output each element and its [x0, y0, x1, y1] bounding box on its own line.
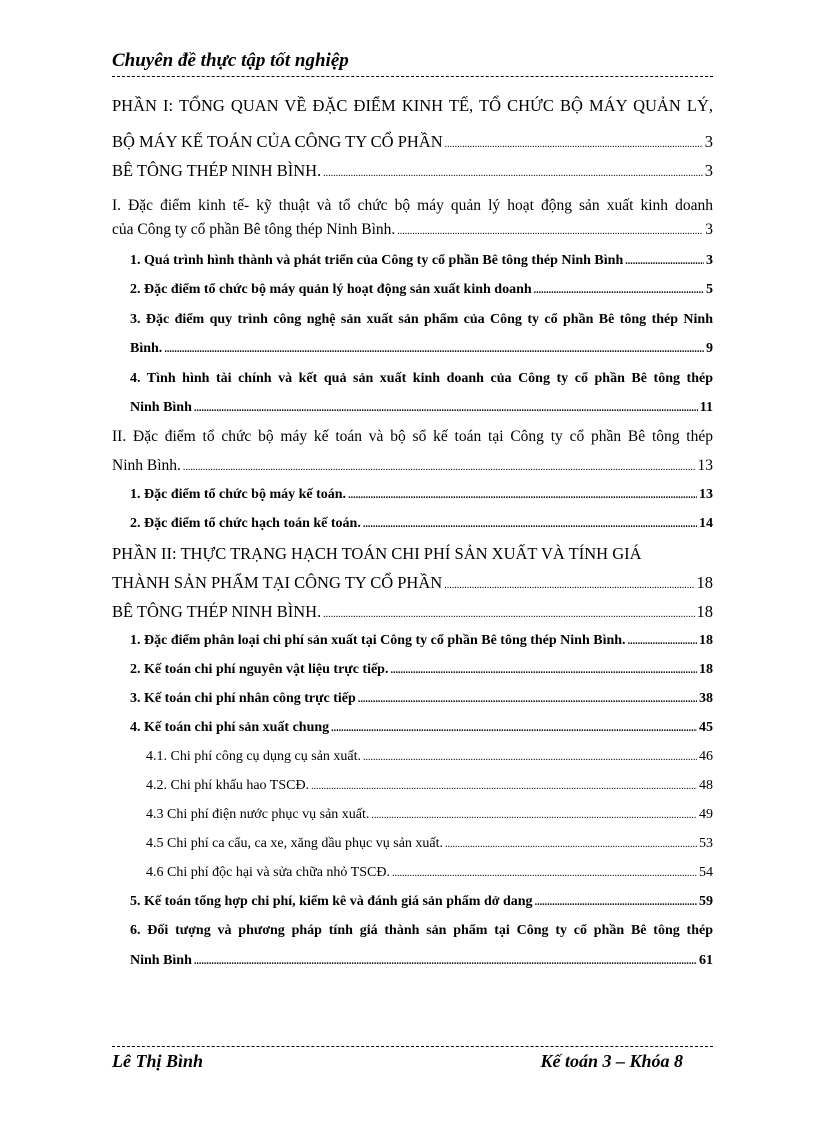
toc-entry[interactable]	[112, 544, 653, 564]
toc-entry[interactable]	[130, 892, 713, 912]
toc-entry[interactable]	[146, 747, 713, 767]
toc-leader	[311, 777, 697, 797]
toc-entry-text: 4. Tình hình tài chính và kết quả sản xuất kinh doanh của Công ty cổ phần Bê tông thép	[130, 371, 713, 386]
toc-entry[interactable]	[112, 602, 713, 622]
toc-entry-text: 3. Đặc điểm quy trình công nghệ sản xuất sản phẩm của Công ty cổ phần Bê tông thép Ninh	[130, 312, 713, 327]
toc-entry[interactable]	[130, 660, 713, 680]
toc-entry-page: 11	[699, 400, 713, 415]
toc-leader	[390, 661, 697, 681]
footer-author: Lê Thị Bình	[112, 1051, 204, 1071]
toc-entry-page: 3	[705, 221, 713, 238]
toc-leader	[363, 748, 697, 768]
toc-entry-text: 4.5 Chi phí ca cẩu, ca xe, xăng dầu phục vụ sản xuất.	[146, 836, 444, 851]
toc-leader	[183, 458, 696, 478]
toc-entry-text: 4.2. Chi phí khấu hao TSCĐ.	[146, 778, 310, 793]
toc-entry-text: PHẦN II: THỰC TRẠNG HẠCH TOÁN CHI PHÍ SẢN XUẤT VÀ TÍNH GIÁ	[112, 544, 642, 563]
toc-leader	[348, 486, 697, 506]
toc-entry-page: 54	[699, 865, 713, 880]
toc-entry-text: 1. Đặc điểm tổ chức bộ máy kế toán.	[130, 487, 347, 502]
toc-entry-text: của Công ty cổ phần Bê tông thép Ninh Bình.	[112, 221, 396, 238]
toc-entry-text: 2. Đặc điểm tổ chức bộ máy quản lý hoạt động sản xuất kinh doanh	[130, 282, 532, 297]
toc-entry-page: 59	[699, 894, 713, 909]
toc-entry[interactable]	[146, 776, 713, 796]
toc-entry-page: 3	[704, 161, 713, 180]
toc-entry-page: 18	[699, 633, 713, 648]
toc-entry[interactable]	[130, 310, 713, 330]
toc-entry-text: 5. Kế toán tổng hợp chi phí, kiểm kê và đánh giá sản phẩm dở dang	[130, 894, 533, 909]
toc-entry-page: 5	[706, 282, 713, 297]
toc-entry-page: 3	[706, 253, 713, 268]
toc-leader	[628, 632, 697, 652]
toc-leader	[445, 835, 697, 855]
toc-leader	[323, 605, 694, 625]
toc-leader	[397, 222, 703, 242]
toc-leader	[323, 164, 703, 184]
toc-leader	[358, 690, 697, 710]
toc-entry-page: 18	[699, 662, 713, 677]
toc-entry[interactable]	[130, 369, 713, 389]
toc-entry-text: BỘ MÁY KẾ TOÁN CỦA CÔNG TY CỔ PHẦN	[112, 132, 443, 151]
toc-leader	[194, 399, 698, 419]
toc-entry-text: PHẦN I: TỔNG QUAN VỀ ĐẶC ĐIỂM KINH TẾ, TỔ CHỨC BỘ MÁY QUẢN LÝ,	[112, 96, 713, 115]
toc-entry-text: 2. Kế toán chi phí nguyên vật liệu trực tiếp.	[130, 662, 389, 677]
toc-entry-text: 4. Kế toán chi phí sản xuất chung	[130, 720, 330, 735]
toc-entry-text: BÊ TÔNG THÉP NINH BÌNH.	[112, 161, 322, 180]
toc-leader	[194, 952, 697, 972]
toc-entry-text: 4.1. Chi phí công cụ dụng cụ sản xuất.	[146, 749, 362, 764]
toc-entry[interactable]	[112, 161, 713, 181]
header-title: Chuyên đề thực tập tốt nghiệp	[112, 50, 349, 71]
toc-entry-page: 13	[697, 457, 713, 474]
toc-entry[interactable]	[130, 951, 713, 971]
toc-entry-text: 1. Quá trình hình thành và phát triển của Công ty cổ phần Bê tông thép Ninh Bình	[130, 253, 624, 268]
toc-leader	[535, 893, 697, 913]
toc-leader	[363, 515, 697, 535]
toc-entry[interactable]	[130, 514, 713, 534]
toc-leader	[445, 135, 703, 155]
toc-entry[interactable]	[112, 427, 713, 447]
toc-entry[interactable]	[112, 573, 713, 593]
toc-entry[interactable]	[112, 456, 713, 476]
toc-entry[interactable]	[130, 339, 713, 359]
toc-entry-text: 6. Đối tượng và phương pháp tính giá thành sản phẩm tại Công ty cổ phần Bê tông thép	[130, 923, 713, 938]
toc-entry-text: 3. Kế toán chi phí nhân công trực tiếp	[130, 691, 356, 706]
toc-entry[interactable]	[130, 689, 713, 709]
toc-entry-text: THÀNH SẢN PHẨM TẠI CÔNG TY CỔ PHẦN	[112, 573, 443, 592]
toc-entry-page: 13	[699, 487, 713, 502]
toc-leader	[625, 252, 704, 272]
page-footer	[112, 1046, 713, 1077]
toc-entry[interactable]	[112, 220, 713, 240]
page-header	[112, 50, 713, 77]
toc-leader	[331, 719, 697, 739]
toc-leader	[444, 576, 694, 596]
toc-entry-page: 14	[699, 516, 713, 531]
toc-entry-page: 3	[704, 132, 713, 151]
toc-entry-page: 18	[696, 573, 713, 592]
toc-entry[interactable]	[146, 834, 713, 854]
toc-entry-text: 4.3 Chi phí điện nước phục vụ sản xuất.	[146, 807, 370, 822]
toc-entry[interactable]	[130, 631, 713, 651]
toc-entry[interactable]	[112, 132, 713, 152]
toc-entry-text: Ninh Bình	[130, 953, 192, 968]
toc-entry[interactable]	[146, 805, 713, 825]
toc-entry-text: II. Đặc điểm tổ chức bộ máy kế toán và bộ sổ kế toán tại Công ty cổ phần Bê tông thép	[112, 428, 713, 445]
toc-entry-text: Bình.	[130, 341, 163, 356]
toc-entry-page: 9	[706, 341, 713, 356]
toc-entry[interactable]	[112, 196, 713, 216]
toc-leader	[371, 806, 697, 826]
toc-leader	[164, 340, 704, 360]
toc-entry[interactable]	[130, 921, 713, 941]
toc-entry-page: 48	[699, 778, 713, 793]
toc-entry-text: Ninh Bình	[130, 400, 192, 415]
toc-entry[interactable]	[130, 485, 713, 505]
toc-entry-page: 49	[699, 807, 713, 822]
toc-entry-text: BÊ TÔNG THÉP NINH BÌNH.	[112, 602, 322, 621]
toc-entry-text: 2. Đặc điểm tổ chức hạch toán kế toán.	[130, 516, 361, 531]
toc-entry[interactable]	[130, 280, 713, 300]
toc-entry-page: 53	[699, 836, 713, 851]
toc-entry[interactable]	[112, 96, 713, 116]
toc-entry-text: 4.6 Chi phí độc hại và sửa chữa nhỏ TSCĐ.	[146, 865, 390, 880]
toc-leader	[392, 864, 697, 884]
toc-entry-page: 18	[696, 602, 713, 621]
toc-entry-page: 45	[699, 720, 713, 735]
toc-entry-page: 38	[699, 691, 713, 706]
footer-course: Kế toán 3 – Khóa 8	[540, 1051, 683, 1071]
toc-entry[interactable]	[146, 863, 713, 883]
toc-entry-page: 61	[699, 953, 713, 968]
toc-entry[interactable]	[130, 398, 713, 418]
toc-leader	[534, 281, 704, 301]
toc-entry[interactable]	[130, 718, 713, 738]
toc-entry[interactable]	[130, 251, 713, 271]
toc-entry-text: Ninh Bình.	[112, 457, 181, 474]
toc-entry-text: I. Đặc điểm kinh tế- kỹ thuật và tổ chức bộ máy quản lý hoạt động sản xuất kinh doanh	[112, 197, 713, 214]
toc-entry-text: 1. Đặc điểm phân loại chi phí sản xuất tại Công ty cổ phần Bê tông thép Ninh Bình.	[130, 633, 626, 648]
toc-entry-page: 46	[699, 749, 713, 764]
